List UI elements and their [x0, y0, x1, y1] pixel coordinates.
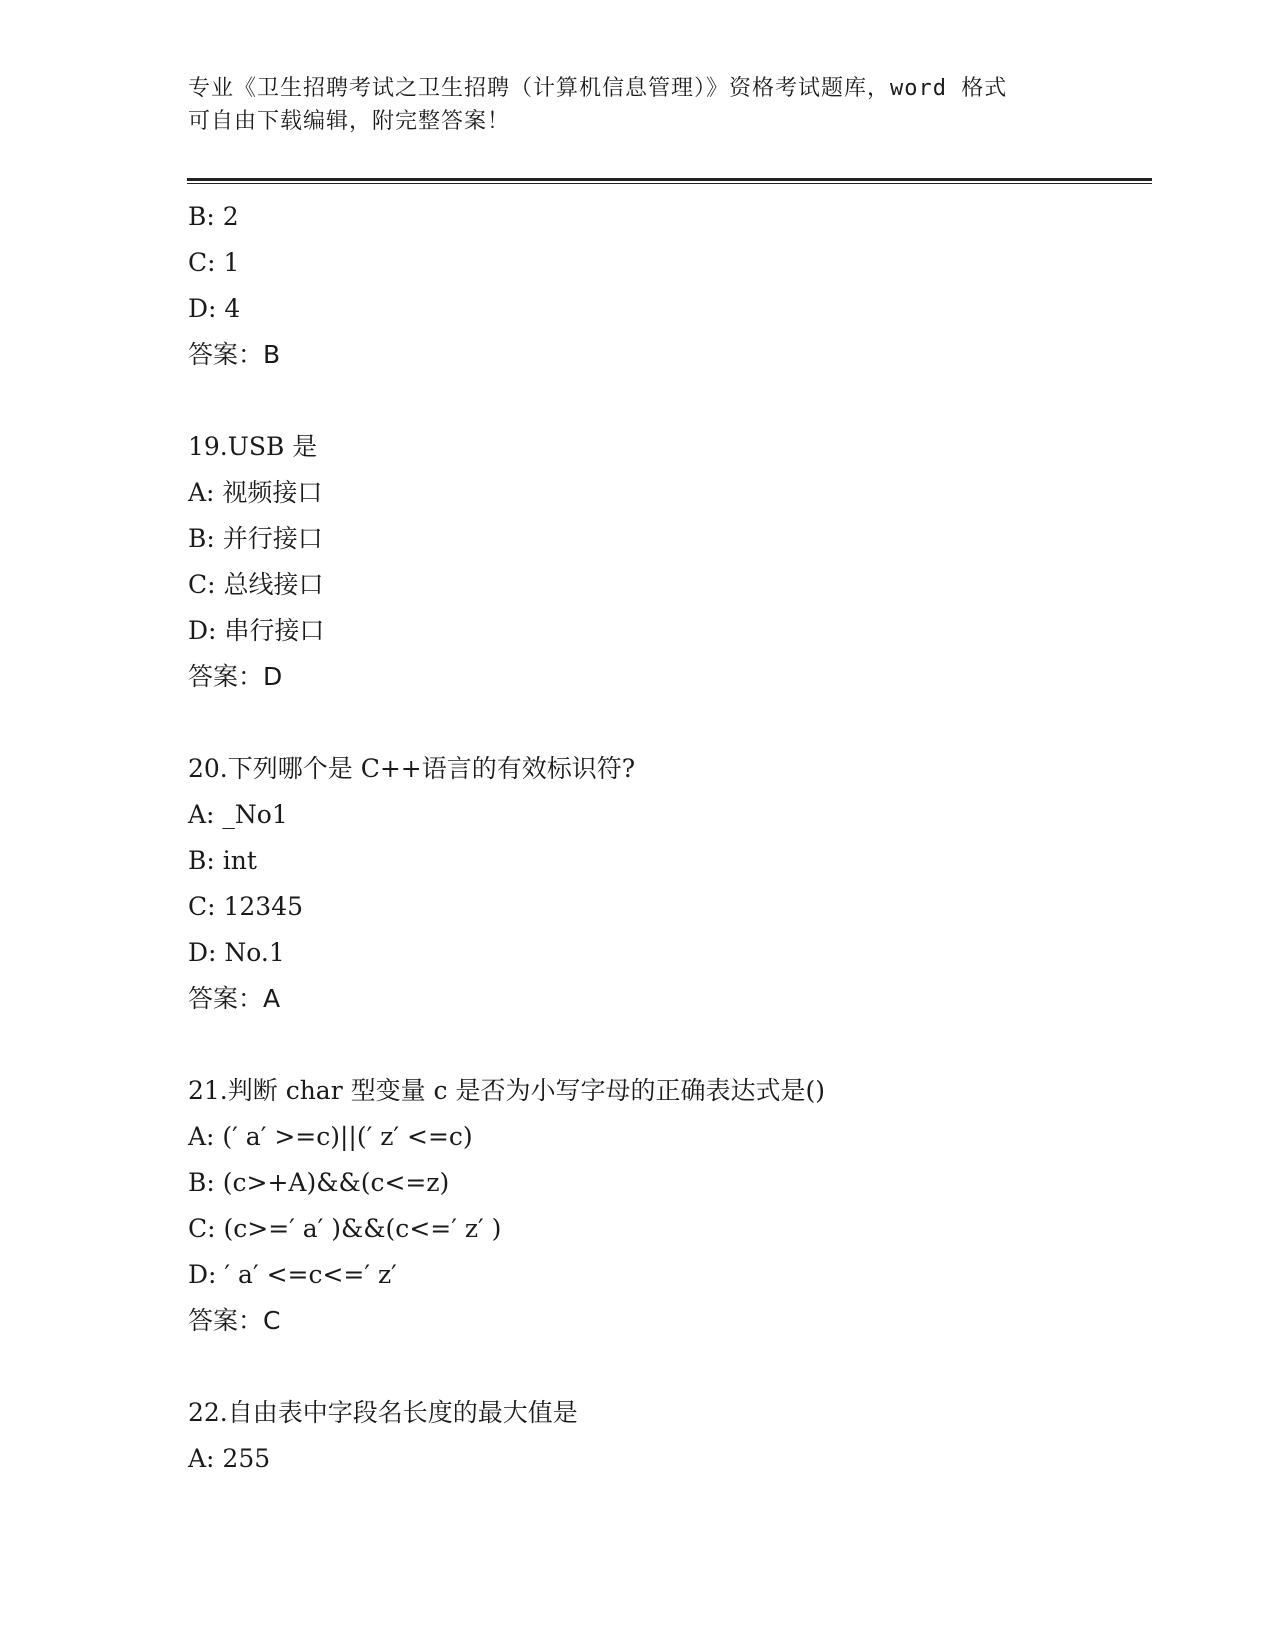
- option-b: B: int: [188, 846, 257, 875]
- question-list: [188, 194, 1148, 1482]
- answer-label: 答案：C: [188, 1306, 281, 1335]
- answer-label: 答案：A: [188, 984, 281, 1013]
- question-text: 22.自由表中字段名长度的最大值是: [188, 1398, 578, 1427]
- option-a: A: _No1: [188, 800, 288, 829]
- option-c: C: 12345: [188, 892, 304, 921]
- option-b: B: 2: [188, 202, 239, 231]
- header-line-1: 专业《卫生招聘考试之卫生招聘（计算机信息管理）》资格考试题库，word 格式: [188, 76, 1008, 101]
- question-text: 19.USB 是: [188, 432, 318, 461]
- option-a: A: 视频接口: [188, 478, 323, 507]
- option-d: D: 4: [188, 294, 241, 323]
- question-22: [188, 1390, 1148, 1482]
- option-d: D: No.1: [188, 938, 285, 967]
- question-20: [188, 746, 1148, 1022]
- header-divider-thick: [187, 178, 1152, 181]
- question-text: 21.判断 char 型变量 c 是否为小写字母的正确表达式是(): [188, 1076, 826, 1105]
- question-21: [188, 1068, 1148, 1344]
- answer-label: 答案：B: [188, 340, 281, 369]
- answer-label: 答案：D: [188, 662, 283, 691]
- option-d: D: 串行接口: [188, 616, 325, 645]
- option-c: C: (c>=′ a′ )&&(c<=′ z′ ): [188, 1214, 502, 1243]
- option-a: A: 255: [188, 1444, 271, 1473]
- option-b: B: 并行接口: [188, 524, 323, 553]
- question-18-tail: [188, 194, 1148, 378]
- header-line-2: 可自由下载编辑，附完整答案！: [188, 109, 511, 134]
- option-b: B: (c>+A)&&(c<=z): [188, 1168, 450, 1197]
- option-a: A: (′ a′ >=c)||(′ z′ <=c): [188, 1122, 473, 1151]
- question-19: [188, 424, 1148, 700]
- option-d: D: ′ a′ <=c<=′ z′: [188, 1260, 397, 1289]
- option-c: C: 总线接口: [188, 570, 324, 599]
- question-text: 20.下列哪个是 C++语言的有效标识符?: [188, 754, 636, 783]
- header-divider-thin: [187, 183, 1152, 184]
- option-c: C: 1: [188, 248, 240, 277]
- document-header: [188, 72, 1068, 138]
